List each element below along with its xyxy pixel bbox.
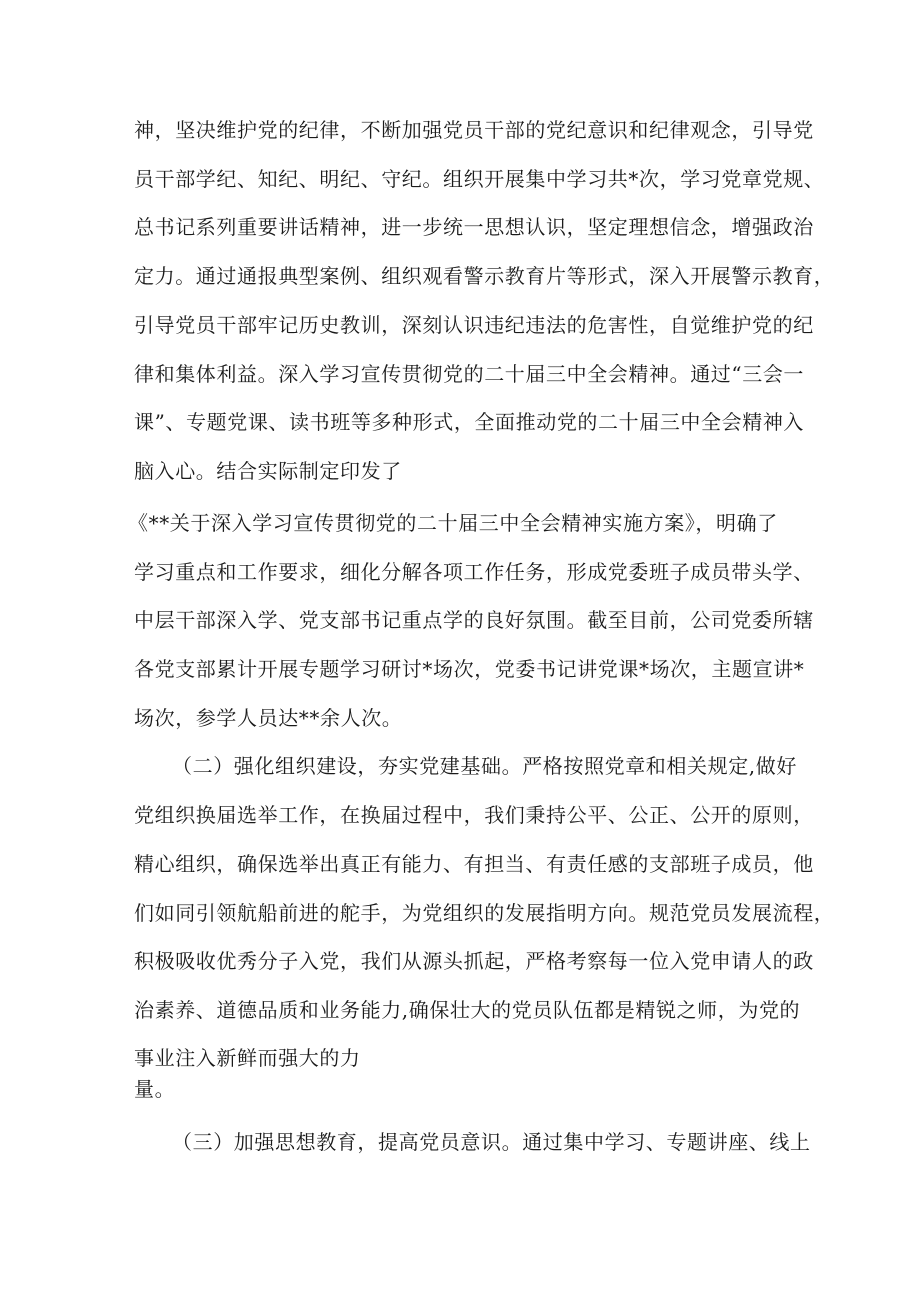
paragraph-line: （三）加强思想教育，提高党员意识。通过集中学习、专题讲座、线上 xyxy=(172,1130,811,1154)
paragraph-line: 中层干部深入学、党支部书记重点学的良好氛围。截至目前，公司党委所辖 xyxy=(134,608,814,632)
paragraph-line: 积极吸收优秀分子入党，我们从源头抓起，严格考察每一位入党申请人的政 xyxy=(134,949,814,973)
paragraph-line: 党组织换届选举工作，在换届过程中，我们秉持公平、公正、公开的原则， xyxy=(134,803,814,827)
paragraph-line: 律和集体利益。深入学习宣传贯彻党的二十届三中全会精神。通过“三会一 xyxy=(134,362,805,386)
paragraph-line: 精心组织，确保选举出真正有能力、有担当、有责任感的支部班子成员，他 xyxy=(134,852,814,876)
paragraph-line: 引导党员干部牢记历史教训，深刻认识违纪违法的危害性，自觉维护党的纪 xyxy=(134,313,814,337)
paragraph-line: 治素养、道德品质和业务能力,确保壮大的党员队伍都是精锐之师，为党的 xyxy=(134,998,801,1022)
paragraph-line: 事业注入新鲜而强大的力 xyxy=(134,1046,361,1070)
paragraph-line: 量。 xyxy=(134,1077,176,1101)
paragraph-line: 们如同引领航船前进的舵手，为党组织的发展指明方向。规范党员发展流程， xyxy=(134,901,835,925)
paragraph-line: 员干部学纪、知纪、明纪、守纪。组织开展集中学习共*次，学习党章党规、 xyxy=(134,167,825,191)
paragraph-line: 定力。通过通报典型案例、组织观看警示教育片等形式，深入开展警示教育， xyxy=(134,264,835,288)
paragraph-line: 学习重点和工作要求，细化分解各项工作任务，形成党委班子成员带头学、 xyxy=(134,560,814,584)
paragraph-line: 《**关于深入学习宣传贯彻党的二十届三中全会精神实施方案》，明确了 xyxy=(128,511,778,535)
paragraph-line: 各党支部累计开展专题学习研讨*场次，党委书记讲党课*场次，主题宣讲* xyxy=(134,657,805,681)
paragraph-line: 脑入心。结合实际制定印发了 xyxy=(134,459,402,483)
paragraph-line: 课”、专题党课、读书班等多种形式，全面推动党的二十届三中全会精神入 xyxy=(134,410,805,434)
paragraph-line: 总书记系列重要讲话精神，进一步统一思想认识，坚定理想信念，增强政治 xyxy=(134,215,814,239)
paragraph-line: 场次，参学人员达**余人次。 xyxy=(134,706,403,730)
paragraph-line: （二）强化组织建设，夯实党建基础。严格按照党章和相关规定,做好 xyxy=(172,754,797,778)
paragraph-line: 神，坚决维护党的纪律，不断加强党员干部的党纪意识和纪律观念，引导党 xyxy=(134,118,814,142)
